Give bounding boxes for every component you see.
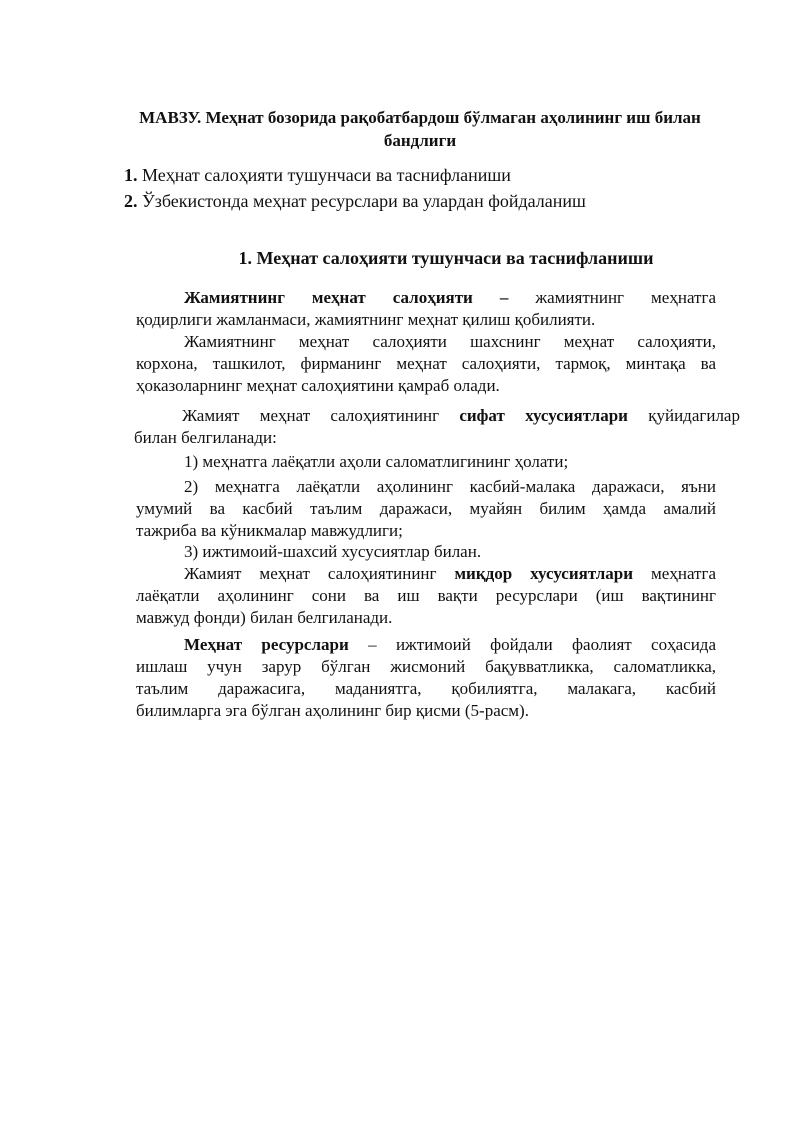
paragraph-definition <box>136 287 716 331</box>
term-bold: Жамиятнинг меҳнат салоҳияти – <box>184 288 509 307</box>
paragraph-line: қодирлиги жамланмаси, жамиятнинг меҳнат қилиш қобилияти. <box>136 310 596 329</box>
paragraph-line: лаёқатли аҳолининг сони ва иш вақти ресурслари (иш вақтининг <box>136 586 716 605</box>
title-line-1: МАВЗУ. Меҳнат бозорида рақобатбардош бўлмаган аҳолининг иш билан <box>139 108 701 127</box>
list-item: 3) ижтимоий-шахсий хусусиятлар билан. <box>184 542 482 561</box>
paragraph-line: таълим даражасига, маданиятга, қобилиятга, малакага, касбий <box>136 679 716 698</box>
list-item-3 <box>136 541 716 563</box>
text-span: Жамият меҳнат салоҳиятининг <box>184 564 455 583</box>
toc-text: Ўзбекистонда меҳнат ресурслари ва улардан фойдаланиш <box>137 191 586 211</box>
paragraph-line <box>136 634 716 656</box>
paragraph-line: тажриба ва кўникмалар мавжудлиги; <box>136 521 403 540</box>
text-span: жамиятнинг меҳнатга <box>508 288 716 307</box>
term-bold: Меҳнат ресурслари <box>184 635 349 654</box>
document-title <box>100 106 740 152</box>
paragraph-line <box>136 563 716 585</box>
paragraph-quantity <box>136 563 716 629</box>
toc-number: 2. <box>124 191 138 211</box>
term-bold: сифат хусусиятлари <box>459 406 628 425</box>
paragraph-line: билан белгиланади: <box>134 428 277 447</box>
text-span: – ижтимоий фойдали фаолият соҳасида <box>348 635 716 654</box>
paragraph-line: мавжуд фонди) билан белгиланади. <box>136 608 393 627</box>
paragraph-line <box>134 405 740 427</box>
text-span: меҳнатга <box>633 564 716 583</box>
term-bold: миқдор хусусиятлари <box>454 564 634 583</box>
toc-item <box>124 188 744 214</box>
paragraph-labor-resources <box>136 634 716 722</box>
section-heading: 1. Меҳнат салоҳияти тушунчаси ва таснифланиши <box>238 248 654 268</box>
text-span: Жамият меҳнат салоҳиятининг <box>182 406 460 425</box>
text-span: қуйидагилар <box>627 406 740 425</box>
paragraph-line: билимларга эга бўлган аҳолининг бир қисми (5-расм). <box>136 701 529 720</box>
paragraph-scope <box>136 331 716 397</box>
paragraph-quality <box>134 405 740 449</box>
title-line-2: бандлиги <box>383 131 457 150</box>
paragraph-line <box>136 287 716 309</box>
paragraph-line: Жамиятнинг меҳнат салоҳияти шахснинг меҳнат салоҳияти, <box>184 332 716 351</box>
toc-item <box>124 162 744 188</box>
toc-text: Меҳнат салоҳияти тушунчаси ва таснифланиши <box>137 165 511 185</box>
paragraph-line: корхона, ташкилот, фирманинг меҳнат салоҳияти, тармоқ, минтақа ва <box>136 354 716 373</box>
paragraph-line: ишлаш учун зарур бўлган жисмоний бақувватликка, саломатликка, <box>136 657 716 676</box>
paragraph-line: умумий ва касбий таълим даражаси, муайян билим ҳамда амалий <box>136 499 716 518</box>
list-item: 1) меҳнатга лаёқатли аҳоли саломатлигининг ҳолати; <box>184 452 569 471</box>
toc-number: 1. <box>124 165 138 185</box>
table-of-contents <box>124 162 744 214</box>
paragraph-line: 2) меҳнатга лаёқатли аҳолининг касбий-малака даражаси, яъни <box>184 477 716 496</box>
list-item-2 <box>136 476 716 542</box>
list-item-1 <box>136 451 716 473</box>
paragraph-line: ҳоказоларнинг меҳнат салоҳиятини қамраб олади. <box>136 376 500 395</box>
